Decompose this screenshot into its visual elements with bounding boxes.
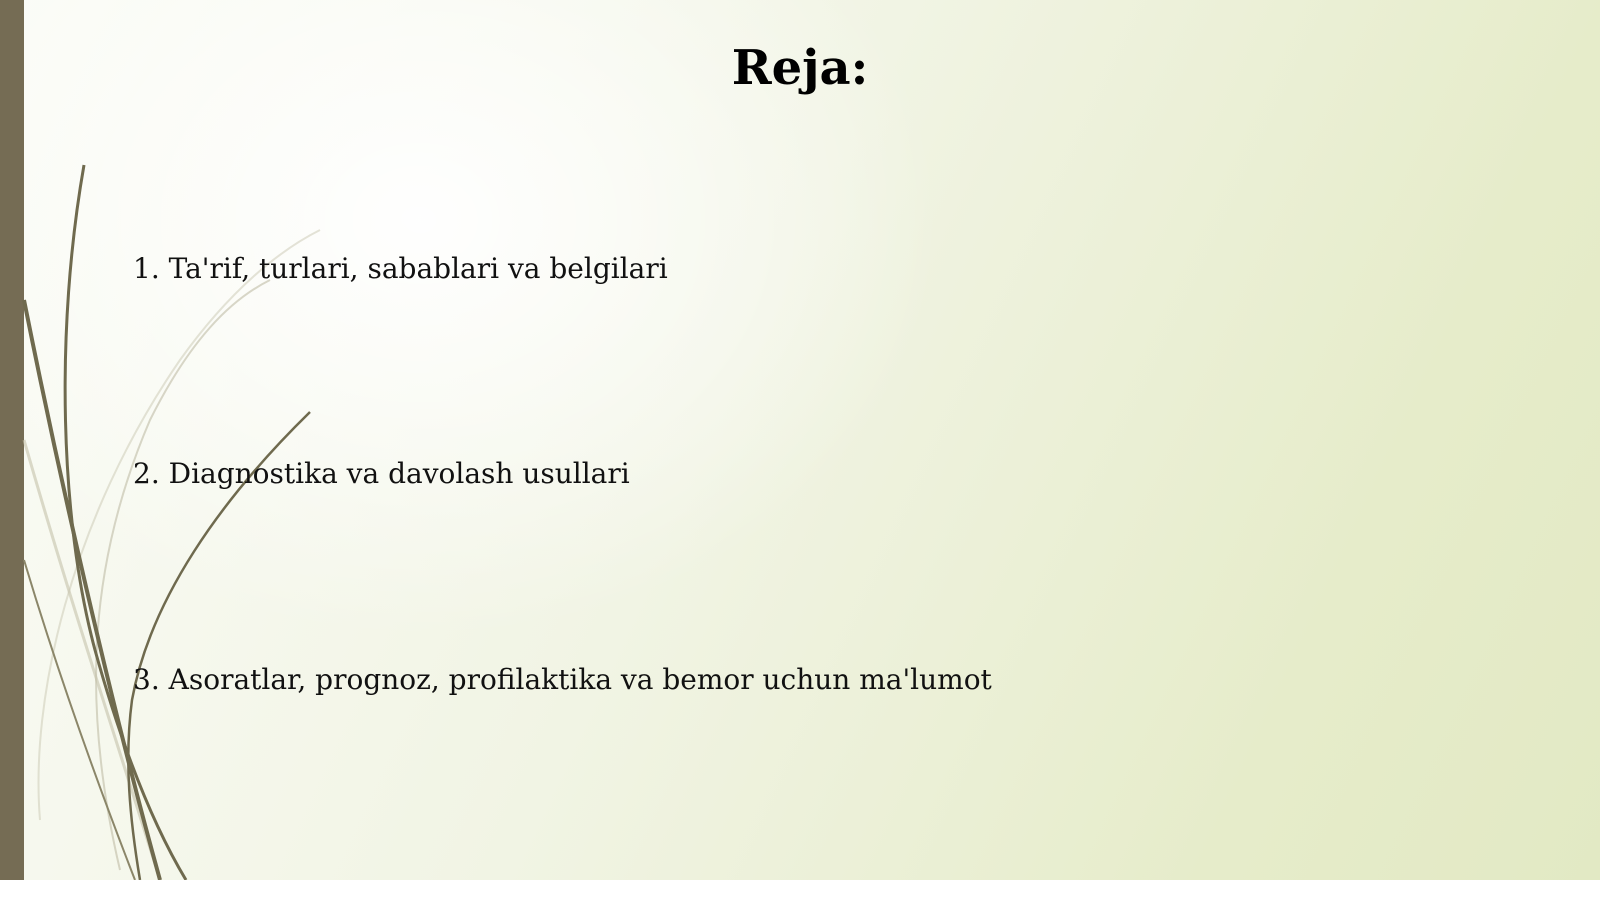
plan-item-1: 1. Ta'rif, turlari, sabablari va belgilari <box>133 252 668 285</box>
slide-title: Reja: <box>731 40 869 96</box>
bottom-strip <box>0 880 1600 899</box>
plan-item-3: 3. Asoratlar, prognoz, profilaktika va bemor uchun ma'lumot <box>133 663 992 696</box>
plan-item-2: 2. Diagnostika va davolash usullari <box>133 457 630 490</box>
